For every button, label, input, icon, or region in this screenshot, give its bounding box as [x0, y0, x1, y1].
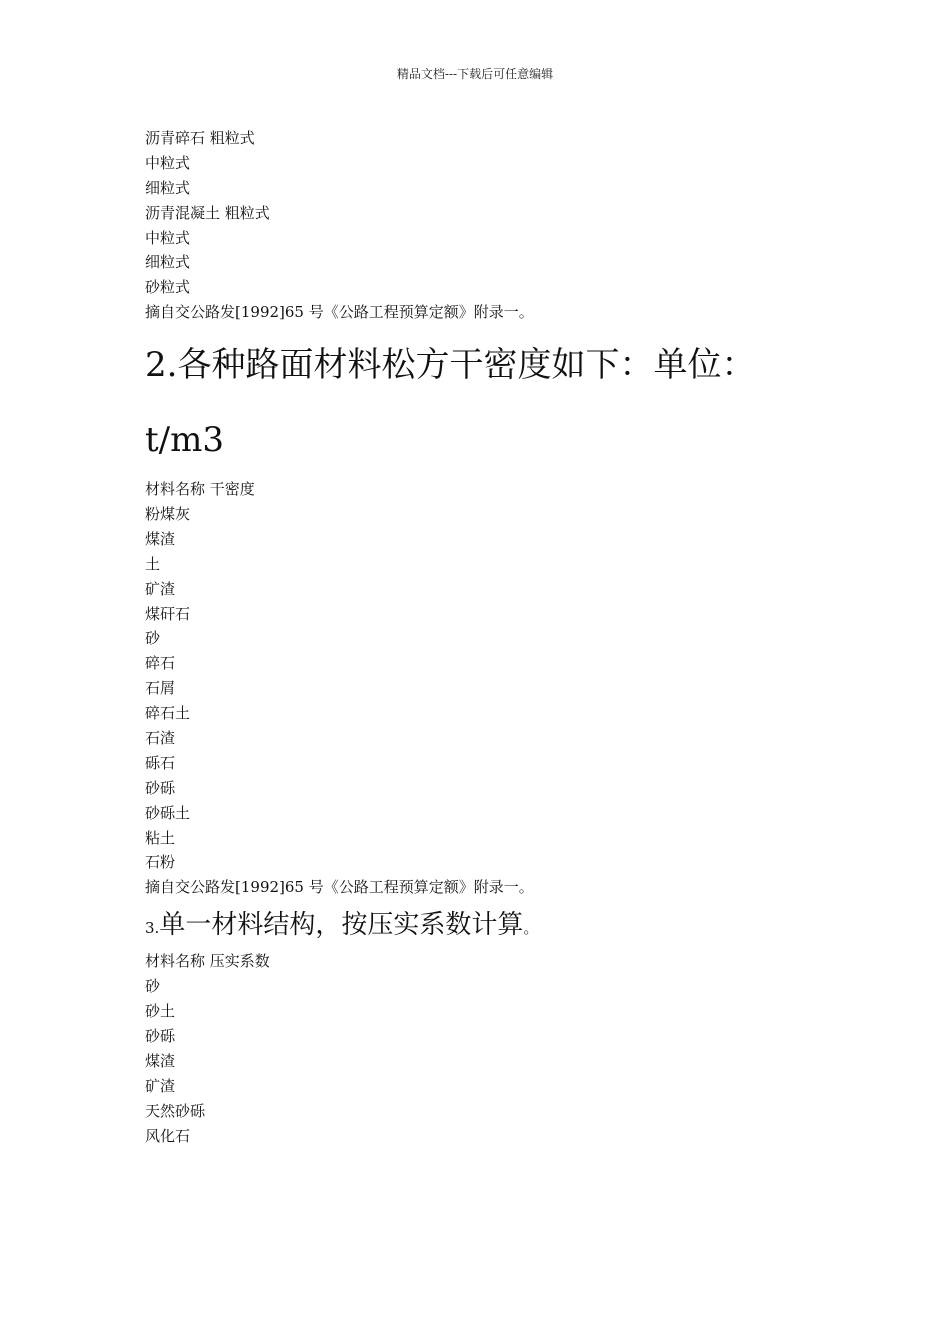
list-item: 土: [145, 554, 161, 573]
list-item: 中粒式: [145, 228, 191, 247]
list-item: 煤渣: [145, 1051, 176, 1070]
list-item: 沥青碎石 粗粒式: [145, 129, 255, 147]
list-header: 材料名称 压实系数: [145, 952, 270, 971]
list-item: 碎石: [145, 654, 176, 673]
section-2-heading: 2.各种路面材料松方干密度如下：单位：: [145, 345, 756, 386]
section-2-list: [145, 477, 825, 900]
list-item: 砂: [145, 977, 161, 996]
page-header: 精品文档---下载后可任意编辑: [396, 67, 554, 81]
list-item: 砂砾土: [145, 803, 191, 822]
section-2-heading-unit: t/m3: [145, 420, 224, 461]
list-item: 煤矸石: [145, 604, 191, 623]
list-item: 矿渣: [145, 579, 176, 598]
list-item: 煤渣: [145, 529, 176, 548]
list-item: 中粒式: [145, 153, 191, 172]
list-item: 砾石: [145, 753, 176, 772]
list-item: 天然砂砾: [145, 1101, 206, 1120]
list-item: 砂粒式: [145, 278, 191, 297]
document-body: [145, 126, 825, 1148]
list-item: 石屑: [145, 679, 176, 698]
list-item: 粘土: [145, 828, 176, 847]
section-3-list: [145, 949, 825, 1148]
section-1-list: [145, 126, 825, 325]
section-3-title: 单一材料结构，按压实系数计算: [159, 910, 524, 941]
list-item: 砂砾: [145, 1026, 176, 1045]
list-item: 砂土: [145, 1002, 176, 1021]
list-item: 矿渣: [145, 1076, 176, 1095]
section-3-heading: [145, 907, 825, 943]
source-note: 摘自交公路发[1992]65 号《公路工程预算定额》附录一。: [145, 303, 534, 322]
list-item: 砂砾: [145, 778, 176, 797]
list-item: 细粒式: [145, 253, 191, 272]
list-item: 石渣: [145, 729, 176, 748]
list-item: 沥青混凝土 粗粒式: [145, 203, 270, 222]
list-item: 粉煤灰: [145, 505, 191, 524]
list-item: 碎石土: [145, 704, 191, 723]
section-3-number: 3.: [145, 919, 160, 938]
list-item: 石粉: [145, 853, 176, 872]
list-header: 材料名称 干密度: [145, 480, 255, 499]
list-item: 风化石: [145, 1126, 191, 1145]
list-item: 细粒式: [145, 178, 191, 197]
list-item: 砂: [145, 629, 161, 648]
source-note: 摘自交公路发[1992]65 号《公路工程预算定额》附录一。: [145, 878, 534, 897]
section-3-period: 。: [523, 919, 539, 938]
